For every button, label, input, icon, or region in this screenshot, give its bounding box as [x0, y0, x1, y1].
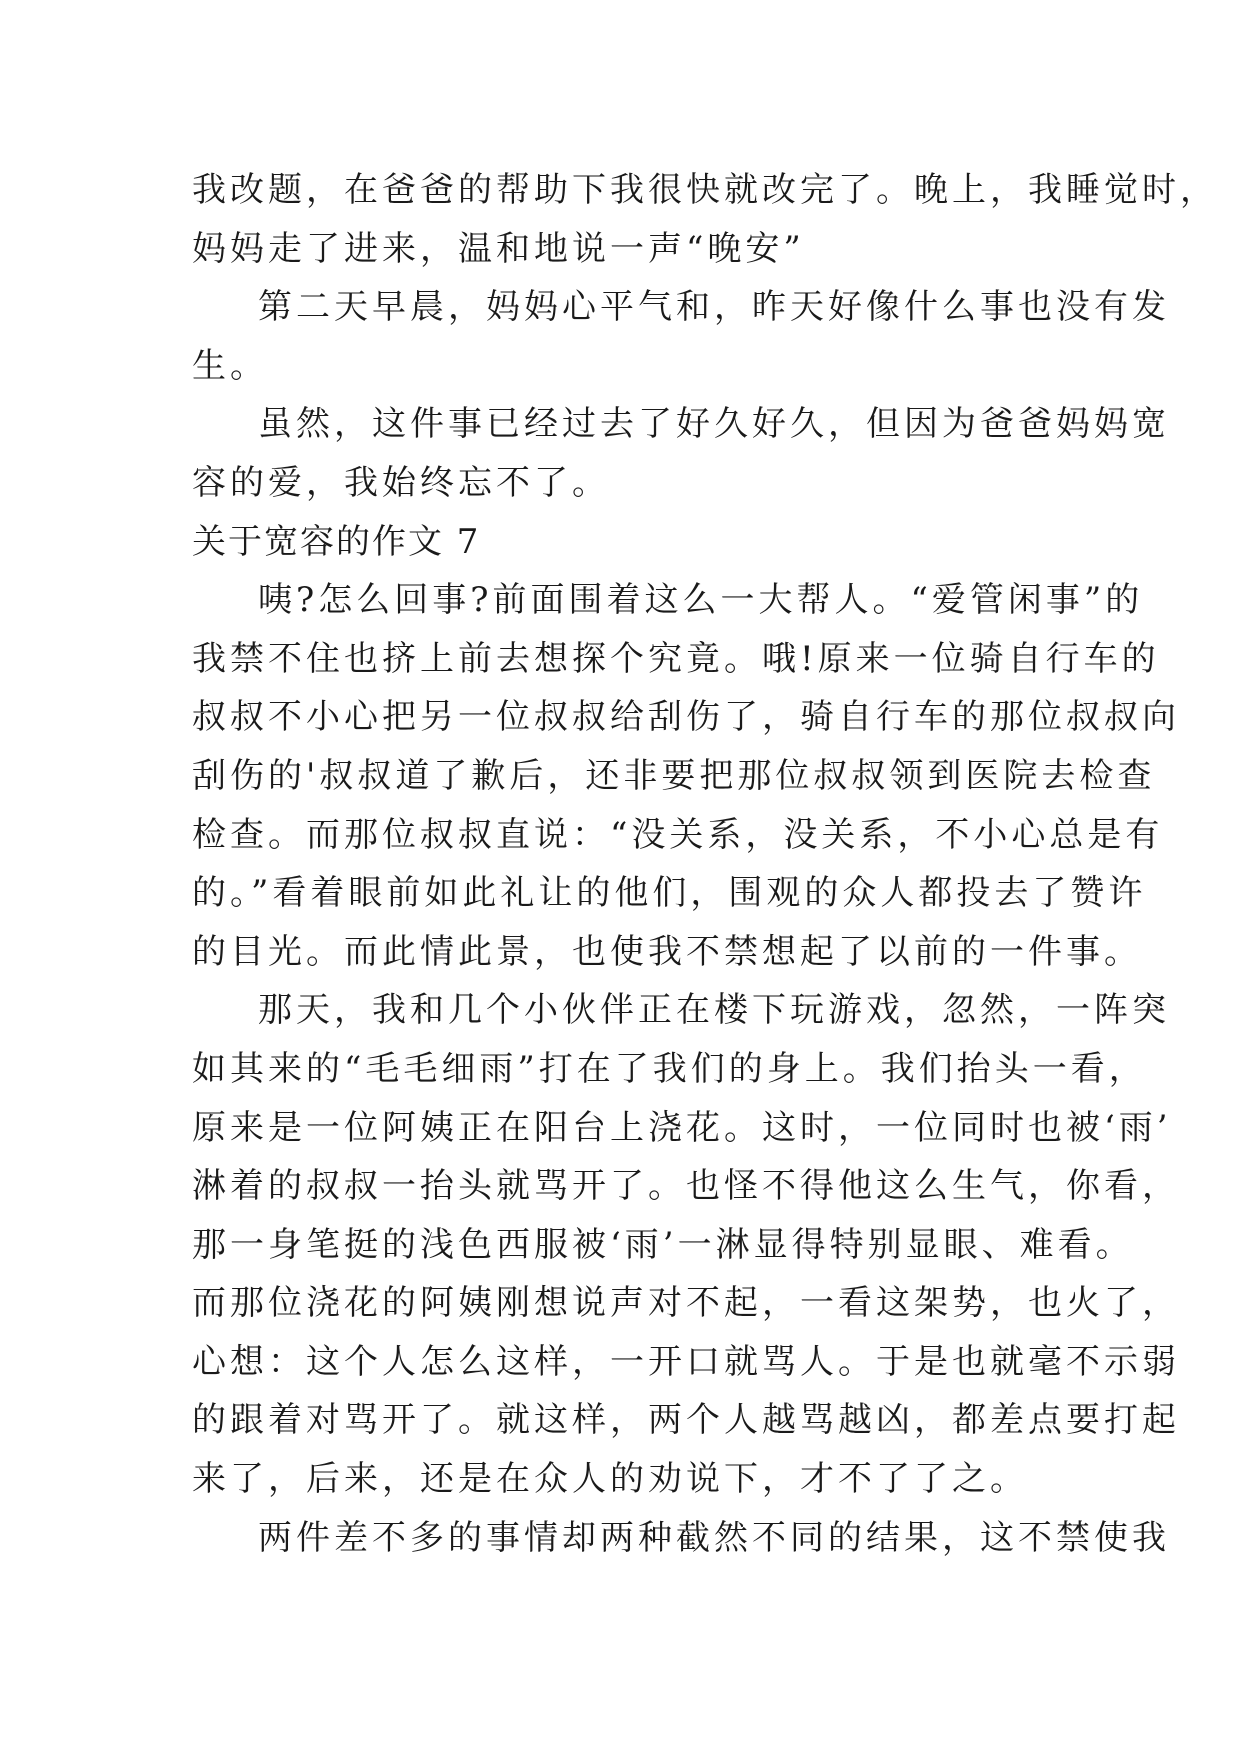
paragraph-start-line: 咦?怎么回事?前面围着这么一大帮人。“爱管闲事”的: [258, 580, 1144, 621]
paragraph-start-line: 两件差不多的事情却两种截然不同的结果，这不禁使我: [258, 1517, 1170, 1558]
paragraph-start-line: 虽然，这件事已经过去了好久好久，但因为爸爸妈妈宽: [258, 404, 1170, 445]
text-line: 生。: [192, 345, 268, 386]
essay-text: [192, 161, 1218, 1567]
text-line: 我禁不住也挤上前去想探个究竟。哦!原来一位骑自行车的: [192, 638, 1160, 679]
text-line: 我改题，在爸爸的帮助下我很快就改完了。晚上，我睡觉时，: [192, 170, 1218, 210]
section-heading: 关于宽容的作文 7: [192, 521, 481, 562]
text-line: 容的爱，我始终忘不了。: [192, 462, 610, 503]
text-line: 来了，后来，还是在众人的劝说下，才不了了之。: [192, 1459, 1028, 1500]
text-line: 心想：这个人怎么这样，一开口就骂人。于是也就毫不示弱: [192, 1341, 1180, 1382]
text-line: 妈妈走了进来，温和地说一声“晚安”: [192, 228, 805, 269]
text-line: 而那位浇花的阿姨刚想说声对不起，一看这架势，也火了，: [192, 1283, 1180, 1324]
text-line: 的。”看着眼前如此礼让的他们，围观的众人都投去了赞许: [192, 873, 1147, 914]
text-line: 淋着的叔叔一抬头就骂开了。也怪不得他这么生气，你看，: [192, 1166, 1180, 1207]
text-line: 叔叔不小心把另一位叔叔给刮伤了，骑自行车的那位叔叔向: [192, 697, 1180, 738]
text-line: 检查。而那位叔叔直说：“没关系，没关系，不小心总是有: [192, 814, 1164, 855]
paragraph-start-line: 那天，我和几个小伙伴正在楼下玩游戏，忽然，一阵突: [258, 990, 1170, 1031]
text-line: 的目光。而此情此景，也使我不禁想起了以前的一件事。: [192, 931, 1142, 972]
text-line: 如其来的“毛毛细雨”打在了我们的身上。我们抬头一看，: [192, 1048, 1147, 1089]
paragraph-start-line: 第二天早晨，妈妈心平气和，昨天好像什么事也没有发: [258, 287, 1170, 328]
text-line: 原来是一位阿姨正在阳台上浇花。这时，一位同时也被‘雨’: [192, 1107, 1172, 1148]
text-line: 那一身笔挺的浅色西服被‘雨’一淋显得特别显眼、难看。: [192, 1224, 1134, 1265]
text-line: 刮伤的'叔叔道了歉后，还非要把那位叔叔领到医院去检查: [192, 755, 1156, 796]
text-line: 的跟着对骂开了。就这样，两个人越骂越凶，都差点要打起: [192, 1400, 1180, 1441]
